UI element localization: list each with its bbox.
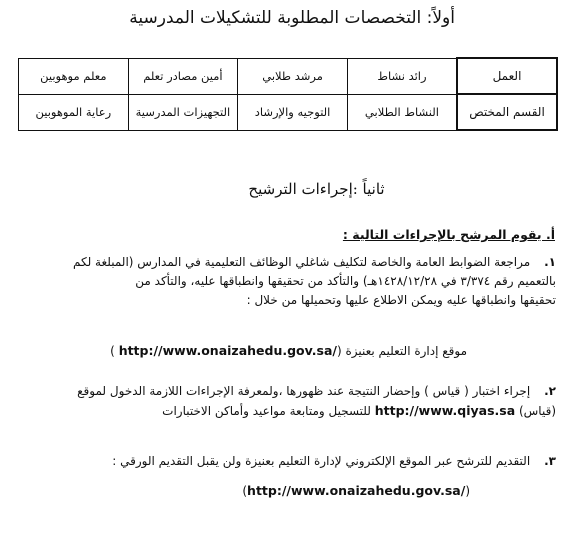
row-header-department: القسم المختص bbox=[457, 94, 557, 130]
item2-number: ٢. bbox=[544, 384, 556, 398]
table-row bbox=[19, 94, 558, 130]
table-cell: التوجيه والإرشاد bbox=[238, 94, 348, 130]
item1-line2: بالتعميم رقم ٣/٣٧٤ في ١٤٢٨/١٢/٢٨هـ) والتأكد من تحقيقها وانطباقها عليه، والتأكد من bbox=[135, 274, 556, 288]
item2-line2-suffix: للتسجيل ومتابعة مواعيد وأماكن الاختبارات bbox=[162, 404, 371, 418]
specializations-table bbox=[18, 57, 558, 131]
item1-link-line bbox=[110, 343, 467, 358]
table-cell: رعاية الموهوبين bbox=[19, 94, 129, 130]
item3-text1: التقديم للترشح عبر الموقع الإلكتروني لإدارة التعليم بعنيزة ولن يقبل التقديم الورقي : bbox=[112, 454, 531, 468]
item1-line1 bbox=[24, 253, 556, 272]
row-header-work: العمل bbox=[457, 58, 557, 94]
item2-line2-prefix: (قياس) bbox=[518, 404, 556, 418]
item3-url-prefix: ( bbox=[465, 484, 470, 498]
item1-text1: مراجعة الضوابط العامة والخاصة لتكليف شاغلي الوظائف التعليمية في المدارس (المبلغة لكم bbox=[72, 255, 531, 269]
procedure-item-3 bbox=[24, 452, 556, 471]
table-cell: التجهيزات المدرسية bbox=[128, 94, 238, 130]
item1-line3: تحقيقها وانطباقها عليه ويمكن الاطلاع عليها وتحميلها من خلال : bbox=[246, 293, 556, 307]
item3-link-url[interactable]: http://www.onaizahedu.gov.sa/ bbox=[247, 483, 466, 498]
table-row bbox=[19, 58, 558, 94]
item2-link-url[interactable]: http://www.qiyas.sa bbox=[374, 403, 516, 418]
item3-url-line bbox=[242, 483, 470, 498]
section1-title: أولاً: التخصصات المطلوبة للتشكيلات المدرسية bbox=[129, 8, 455, 28]
section2-title: ثانياً :إجراءات الترشيح bbox=[248, 180, 385, 198]
item2-text1: إجراء اختبار ( قياس ) وإحضار النتيجة عند ظهورها ،ولمعرفة الإجراءات اللازمة الدخول لموقع bbox=[77, 384, 531, 398]
item3-line1 bbox=[24, 452, 556, 471]
section2-title-wrap bbox=[0, 180, 575, 198]
procedures-subheading: أ. يقوم المرشح بالإجراءات التالية : bbox=[342, 227, 555, 242]
table-cell: النشاط الطلابي bbox=[347, 94, 457, 130]
item2-line1 bbox=[24, 382, 556, 401]
table-cell: أمين مصادر تعلم bbox=[128, 58, 238, 94]
table-cell: رائد نشاط bbox=[347, 58, 457, 94]
item1-number: ١. bbox=[544, 255, 556, 269]
table-cell: مرشد طلابي bbox=[238, 58, 348, 94]
item3-number: ٣. bbox=[544, 454, 556, 468]
procedure-item-2 bbox=[24, 382, 556, 421]
procedure-item-1 bbox=[24, 253, 556, 310]
item1-link-url[interactable]: http://www.onaizahedu.gov.sa/ bbox=[118, 343, 337, 358]
item1-link-prefix: موقع إدارة التعليم بعنيزة ( bbox=[336, 344, 467, 358]
table-cell: معلم موهوبين bbox=[19, 58, 129, 94]
item3-url-suffix: ) bbox=[242, 484, 248, 498]
item2-line2 bbox=[24, 401, 556, 421]
item1-link-suffix: ) bbox=[110, 344, 115, 358]
